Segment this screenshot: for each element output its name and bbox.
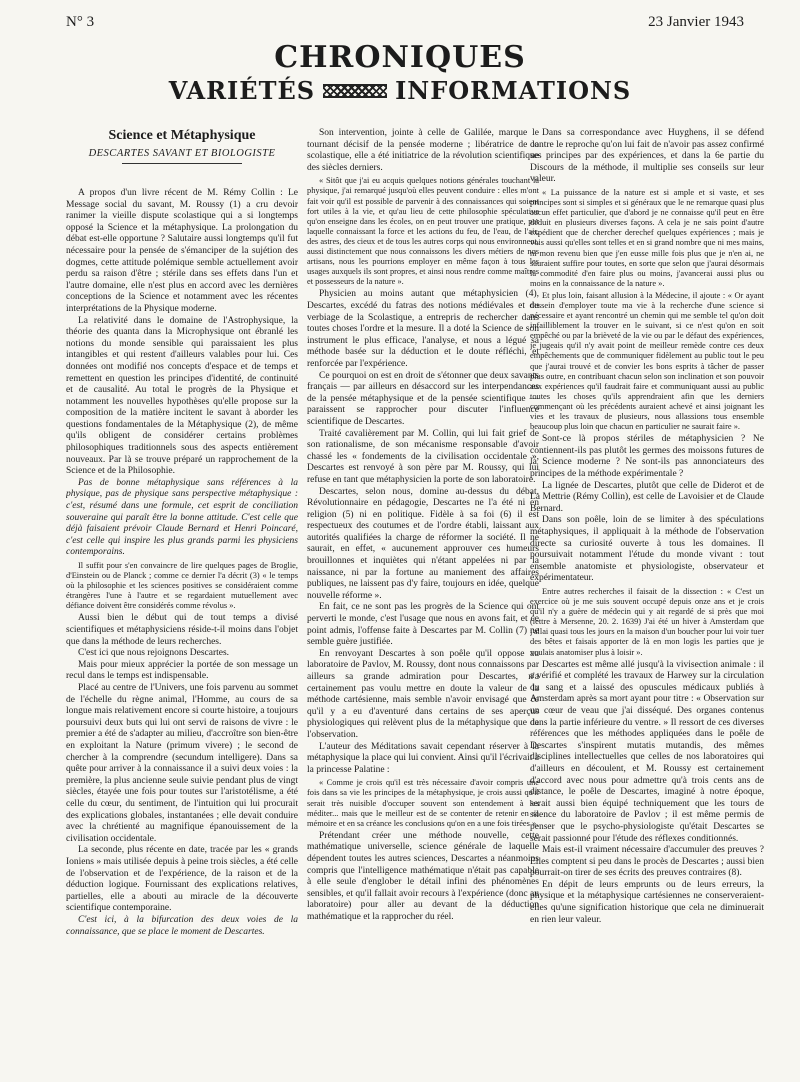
title-divider bbox=[122, 163, 242, 164]
paragraph: Descartes, selon nous, domine au-dessus du débat. Révolutionnaire en pédagogie, Descartes ne l'a été ni en religion (5) ni en politique. Fidèle à sa foi (6) il est respectueux des coutumes et de l'ordre établi, laissant aux autorités qualifiées la charge de réformer la société. Il ne saurait, en effet, « aucunement approuver ces humeurs brouillonnes et inquiètes qui n'étant appelées ni par la naissance, ni par la fortune au maniement des affaires publiques, ne laissent pas d'y faire, toujours en idée, quelque nouvelle réforme ». bbox=[307, 486, 539, 601]
paragraph: L'auteur des Méditations savait cependant réserver à la métaphysique la place qui lui convient. Ainsi qu'il l'écrivait à la princesse Palatine : bbox=[307, 741, 539, 775]
masthead-title: CHRONIQUES bbox=[274, 40, 526, 75]
paragraph: Traité cavalièrement par M. Collin, qui lui fait grief de son rationalisme, de son mécanisme responsable d'avoir chassé les « fondements de la civilisation occidentale », Descartes est renvoyé à son père par M. Roussy, qui lui refuse en tant que métaphysicien la porte de son laboratoire. bbox=[307, 428, 539, 485]
paragraph: C'est ici que nous rejoignons Descartes. bbox=[78, 648, 230, 659]
column-1 bbox=[66, 128, 298, 1058]
ornament-icon bbox=[323, 84, 387, 98]
quote: « Sitôt que j'ai eu acquis quelques notions générales touchant la physique, j'ai remarqué jusqu'où elles peuvent conduire : elles m'ont fait voir qu'il est possible de parvenir à des connaissances qui soient fort utiles à la vie, et qu'au lieu de cette philosophie spéculative qu'on enseigne dans les écoles, on en peut trouver une pratique, par laquelle connaissant la force et les actions du feu, de l'eau, de l'air, des astres, des cieux et de tous les autres corps qui nous environnent, aussi distinctement que nous connaissons les divers métiers de nos artisans, nous les pourrions employer en même façon à tous les usages auxquels ils sont propres, et ainsi nous rendre comme maîtres et possesseurs de la nature ». bbox=[307, 176, 539, 287]
masthead-left: VARIÉTÉS bbox=[168, 76, 316, 105]
paragraph: Ce pourquoi on est en droit de s'étonner que deux savants français — par ailleurs en désaccord sur les interpendances de la pensée métaphysique et de la pensée scientifique — paraissent se rapprocher pour discuter l'influence scientifique de Descartes. bbox=[307, 370, 539, 427]
paragraph: La relativité dans le domaine de l'Astrophysique, la théorie des quanta dans la Microphysique ont ébranlé les notions du monde sensible qui paraissaient les plus intangibles et qui restent d'ailleurs valables pour lui. Ces données ont modifié nos concepts d'espace et de temps et remettent en question les principes d'identité, de continuité et de causalité. Au total le progrès de la Physique et notamment les nouvelles hypothèses qu'elle propose sur la composition de la matière incitent le savant à aborder les questions fondamentales de la Métaphysique (2), de même qu'ils obligent de considérer certains problèmes philosophiques traditionnels sous des aspects entièrement nouveaux. Par là se trouve préparé un rapprochement de la Science et de la Philosophie. bbox=[66, 315, 298, 477]
article-subtitle: DESCARTES SAVANT ET BIOLOGISTE bbox=[88, 148, 276, 159]
paragraph: Physicien au moins autant que métaphysicien (4), Descartes, excédé du fatras des notions médiévales et du verbiage de la Scolastique, a entrepris de rechercher dans toutes choses l'ordre et la mesure. Il a doté la Science de son instrument le plus efficace, l'analyse, et nous a légué sa méthode basée sur la déduction et le doute réfléchi, et renforcée par l'expérience. bbox=[307, 289, 539, 369]
paragraph: Aussi bien le début qui de tout temps a divisé scientifiques et métaphysiciens réside-t-il moins dans l'objet que dans la méthode de leurs recherches. bbox=[66, 613, 298, 647]
paragraph: Descartes est même allé jusqu'à la vivisection animale : il a vérifié et complété les travaux de Harwey sur la circulation du sang et a laissé des opuscules médicaux publiés à Amsterdam après sa mort ayant pour titre : « Observation sur un cœur de veau que j'ai disséqué. Des organes contenus dans la partie inférieure du ventre. » Il ressort de ces diverses références que les méthodes appliquées dans le poêle de Descartes s'inspirent mutatis mutandis, des mêmes disciplines intellectuelles que celles de nos laboratoires qui d'ailleurs en découlent, et M. Roussy est certainement d'accord avec nous pour admettre qu'à trois cents ans de distance, le poêle de Descartes, imaginé à notre époque, serait aussi bien équipé techniquement que les tours de silence du laboratoire de Pavlov ; il est même permis de penser que le psycho-physiologiste qu'était Descartes se serait passionné pour l'étude des réflexes conditionnés. bbox=[530, 659, 764, 844]
paragraph: A propos d'un livre récent de M. Rémy Collin : Le Message social du savant, M. Roussy (1) a cru devoir ranimer la vieille dispute scolastique qui a si longtemps opposé la Science et la métaphysique. La prolongation du débat est-elle opportune ? Salutaire aussi longtemps qu'il fut nécessaire pour la pensée de s'émanciper de la sujétion des dogmes, cette attitude polémique semble actuellement avoir perdu sa raison d'être ; stérile dans ses effets dans l'un et l'autre domaine, elle n'est plus en accord avec les dernières conceptions de la Science et notamment avec les récentes interprétations de la Physique moderne. bbox=[66, 188, 298, 314]
masthead-right: INFORMATIONS bbox=[395, 76, 632, 105]
paragraph: Il suffit pour s'en convaincre de lire quelques pages de Broglie, d'Einstein ou de Planck ; comme ce dernier l'a décrit (3) « le temps où la philosophie et les sciences positives se considéraient comme étrangères l'une à l'autre et se regardaient mutuellement avec défiance doivent être considérés comme révolus ». bbox=[66, 561, 298, 611]
paragraph: Son intervention, jointe à celle de Galilée, marque le tournant décisif de la pensée moderne ; libératrice de la scolastique, elle a été initiatrice de la révolution scientifique des siècles derniers. bbox=[307, 128, 539, 173]
masthead-subtitle bbox=[0, 76, 800, 105]
column-3 bbox=[530, 128, 764, 1058]
paragraph: En renvoyant Descartes à son poêle qu'il oppose au laboratoire de Pavlov, M. Roussy, dont nous connaissons par ailleurs sa grande admiration pour Descartes, n'a certainement pas voulu mettre en doute la valeur de la méthode cartésienne, mais semble n'avoir envisagé que ce qu'il y a eu d'aventuré dans certains de ses aperçus physiologiques qui relèvent plus de la métaphysique que de l'observation. bbox=[307, 648, 539, 740]
paragraph: La lignée de Descartes, plutôt que celle de Diderot et de La Mettrie (Rémy Collin), est celle de Lavoisier et de Claude Bernard. bbox=[530, 480, 764, 514]
paragraph: Mais est-il vraiment nécessaire d'accumuler des preuves ? Elles comptent si peu dans le procès de Descartes ; aussi bien pourrait-on tirer de ses écrits des preuves contraires (8). bbox=[530, 845, 764, 879]
issue-number: N° 3 bbox=[66, 14, 95, 30]
paragraph: Dans son poêle, loin de se limiter à des spéculations métaphysiques, il appliquait à la méthode de l'observation directe sa curiosité ouverte à tous les domaines. Il poursuivait notamment l'étude du monde vivant : tout ensemble anatomiste et physiologiste, observateur et expérimentateur. bbox=[530, 515, 764, 584]
article-title: Science et Métaphysique bbox=[108, 128, 256, 143]
paragraph: Pas de bonne métaphysique sans références à la physique, pas de physique sans perspective métaphysique : c'est, résumé dans une formule, cet esprit de conciliation souveraine qui paraît être la bonne attitude. C'est celle que déjà faisaient prévoir Claude Bernard et Henri Poincaré, c'est celle qui inspire les plus grands parmi les physiciens contemporains. bbox=[66, 477, 298, 558]
paragraph: En fait, ce ne sont pas les progrès de la Science qui ont perverti le monde, c'est l'usage que nous en avons fait, et ce point admis, l'offense faite à Descartes par M. Collin (7) ne semble guère justifiée. bbox=[307, 602, 539, 648]
quote: Et plus loin, faisant allusion à la Médecine, il ajoute : « Or ayant dessein d'employer toute ma vie à la recherche d'une science si nécessaire et ayant rencontré un chemin qui me semble tel qu'on doit infailliblement la trouver en le suivant, si ce n'est qu'on en soit empêché ou par la brièveté de la vie ou par le défaut des expériences, je jugeais qu'il n'y avait point de meilleur remède contre ces deux empêchements que de communiquer fidèlement au public tout le peu que j'aurai trouvé et de convier les bons esprits à tâcher de passer plus outre, en contribuant chacun selon son inclination et son pouvoir aux expériences qu'il faudrait faire et communiquant aussi au public toutes les choses qu'ils apprendraient afin que les derniers commençant où les précédents auraient achevé et ainsi joignant les vies et les travaux de plusieurs, nous allassions tous ensemble beaucoup plus loin que chacun en particulier ne saurait faire ». bbox=[530, 290, 764, 432]
column-2 bbox=[307, 128, 539, 1058]
quote: « Comme je crois qu'il est très nécessaire d'avoir compris une fois dans sa vie les principes de la métaphysique, je crois aussi qu'il serait très nuisible d'occuper souvent son entendement à les méditer... mais que le meilleur est de se contenter de retenir en sa mémoire et en sa créance les conclusions qu'on en a une fois tirées ». bbox=[307, 778, 539, 828]
paragraph: Dans sa correspondance avec Huyghens, il se défend contre le reproche qu'on lui fait de n'avoir pas assez confirmé ses principes par des expériences, et dans la 6e partie du Discours de la méthode, il multiplie ses conseils sur leur valeur. bbox=[530, 128, 764, 185]
quote: « La puissance de la nature est si ample et si vaste, et ses principes sont si simples et si généraux que le ne remarque quasi plus aucun effet particulier, que d'abord je ne connaisse qu'il peut en être déduit en plusieurs diverses façons. A cela je ne sais point d'autre expédient que de chercher derechef quelques expériences ; mais je vois aussi qu'elles sont telles et en si grand nombre que ni mes mains, ni mon revenu bien que j'en eusse mille fois plus que je n'en ai, ne sauraient suffire pour toutes, en sorte que selon que j'aurai désormais la commodité d'en faire plus ou moins, j'avancerai aussi plus ou moins en la connaissance de la nature ». bbox=[530, 187, 764, 288]
page-header bbox=[66, 14, 744, 36]
issue-date: 23 Janvier 1943 bbox=[648, 14, 744, 30]
paragraph: La seconde, plus récente en date, tracée par les « grands Ioniens » mais utilisée depuis à peine trois siècles, a été celle de l'observation et de l'expérience, de la raison et de la déduction logique. Fournissant des explications relatives, partielles, elle a abouti au miracle de la découverte scientifique contemporaine. bbox=[66, 845, 298, 914]
quote: Entre autres recherches il faisait de la dissection : « C'est un exercice où je me suis souvent occupé depuis onze ans et je crois qu'il n'y a guère de médecin qui y ait regardé de si près que moi (lettre à Mersenne, 20. 2. 1639) J'ai été un hiver à Amsterdam que j'allai quasi tous les jours en la maison d'un boucher pour lui voir tuer des bêtes et faisais apporter de là en mon logis les parties que je voulais anatomiser plus à loisir ». bbox=[530, 586, 764, 657]
paragraph: Placé au centre de l'Univers, une fois parvenu au sommet de l'échelle du règne animal, l'Homme, au cours de sa longue mais relativement encore si courte histoire, a toujours poursuivi deux buts qui lui ont servi de raisons de vivre : le premier a été de s'adapter au milieu, d'accroître son bien-être en exploitant la Nature (primum vivere) ; le second de chercher à la comprendre (secundum intelligere). Dans sa quête pour arriver à la connaissance il a suivi deux voies : la première, la plus ancienne seule suivie pendant plus de vingt siècles, étayée une fois pour toutes sur l'aristotélisme, a été celle du cœur, du sentiment, de l'intuition qui lui procurait des explications globales, instantanées ; elle devait conduire avec la chrétienté au magnifique épanouissement de la civilisation occidentale. bbox=[66, 683, 298, 844]
paragraph: C'est ici, à la bifurcation des deux voies de la connaissance, que se place le moment de Descartes. bbox=[66, 914, 298, 937]
paragraph: En dépit de leurs emprunts ou de leurs erreurs, la physique et la métaphysique cartésiennes ne conserveraient-elles qu'une signification historique que cela ne diminuerait en rien leur valeur. bbox=[530, 879, 764, 925]
paragraph: Prétendant créer une méthode nouvelle, cette mathématique universelle, science générale de laquelle dépendent toutes les autres sciences, Descartes a néanmoins compris que l'intelligence mathématique n'était pas capable à elle seule d'englober le détail infini des phénomènes sensibles, et qu'il fallait avoir recours à l'expérience (donc au laboratoire) pour aller au devant de la déduction mathématique et la rapprocher du réel. bbox=[307, 830, 539, 922]
paragraph: Sont-ce là propos stériles de métaphysicien ? Ne contiennent-ils pas plutôt les germes des moissons futures de la Science moderne ? Ne sont-ils pas annonciateurs des principes de la méthode expérimentale ? bbox=[530, 434, 764, 479]
paragraph: Mais pour mieux apprécier la portée de son message un recul dans le temps est indispensable. bbox=[66, 659, 298, 682]
